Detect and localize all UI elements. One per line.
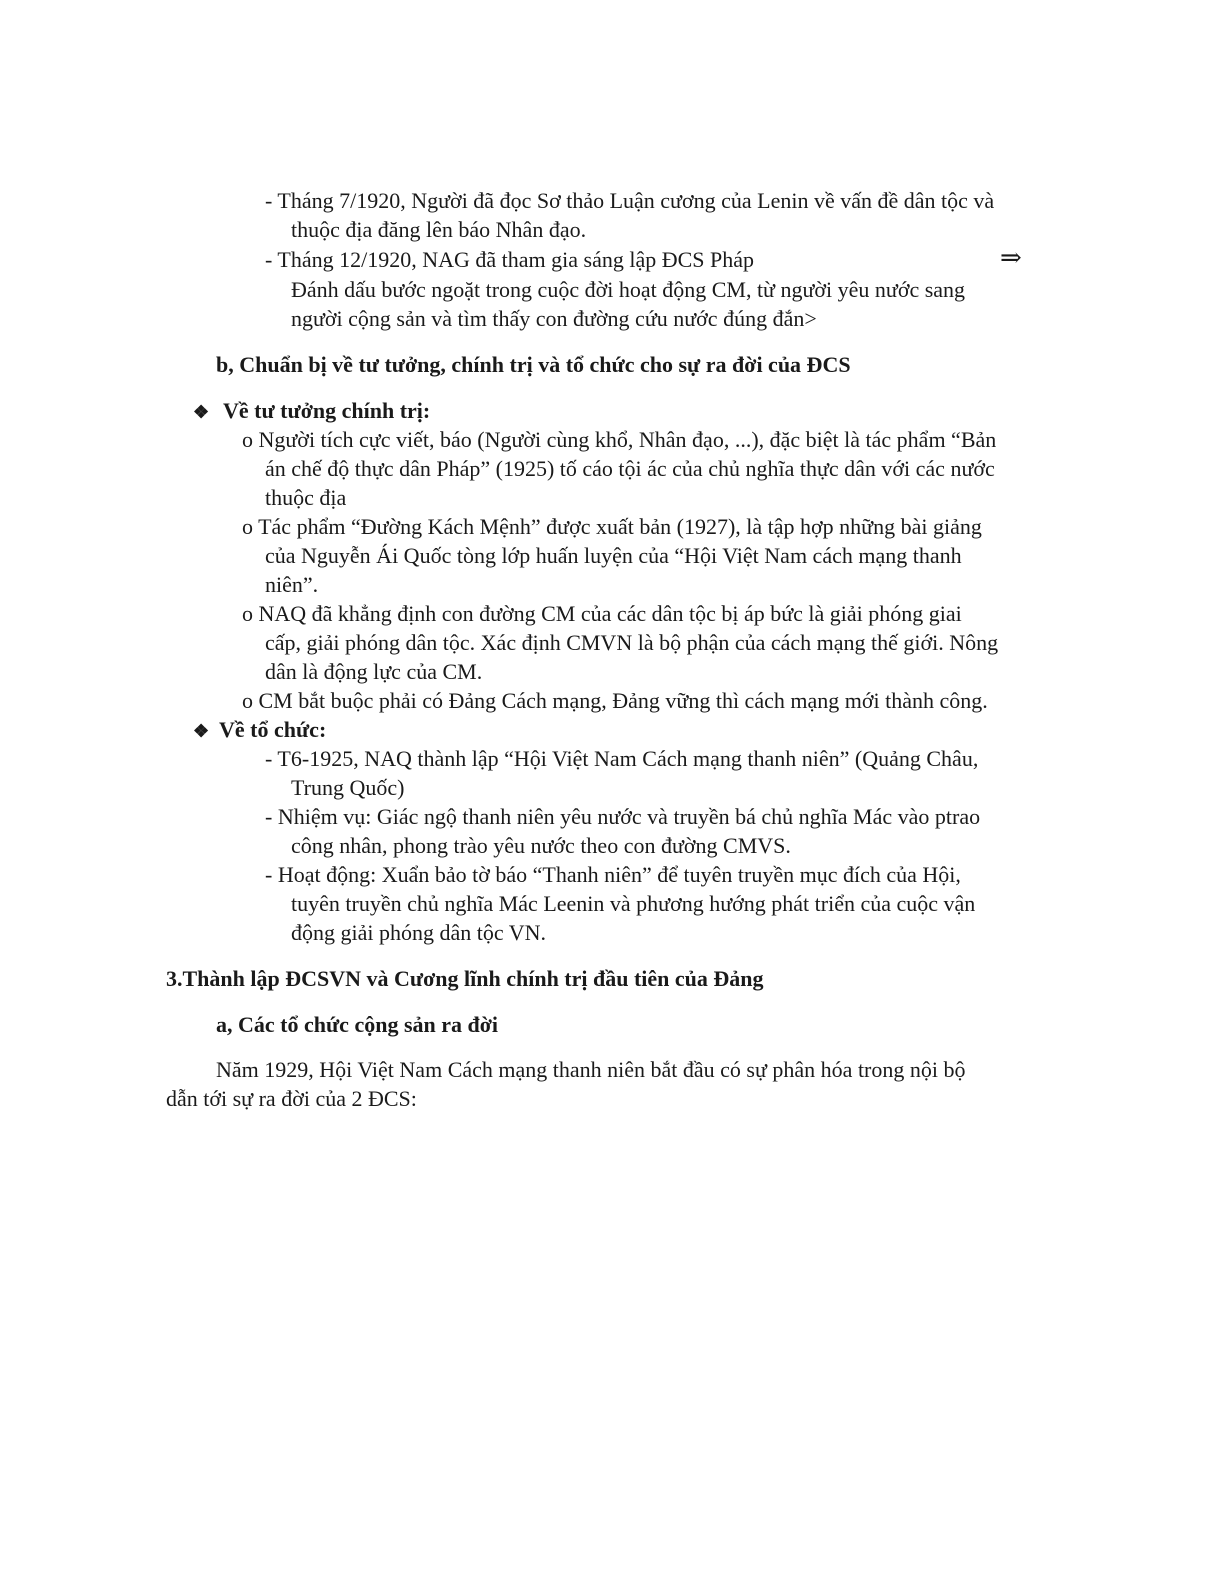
implies-arrow-icon: ⇒ (1000, 243, 1022, 272)
organization-heading (193, 715, 326, 746)
intro-bullet-1-line-2: thuộc địa đăng lên báo Nhân đạo. (291, 217, 587, 242)
organization-item-3-line-2: tuyên truyền chủ nghĩa Mác Leenin và phương hướng phát triển của cuộc vận (291, 891, 976, 916)
section-3-heading: 3.Thành lập ĐCSVN và Cương lĩnh chính trị đầu tiên của Đảng (166, 966, 764, 991)
ideology-item-1-line-3: thuộc địa (265, 485, 347, 510)
intro-bullet-2-line-3: người cộng sản và tìm thấy con đường cứu nước đúng đắn> (291, 306, 817, 331)
organization-item-1-line-2: Trung Quốc) (291, 775, 405, 800)
section-3a-subheading: a, Các tổ chức cộng sản ra đời (216, 1012, 499, 1037)
ideology-item-2-line-2: của Nguyễn Ái Quốc tòng lớp huấn luyện của “Hội Việt Nam cách mạng thanh (265, 543, 962, 568)
organization-title: Về tổ chức: (219, 717, 327, 742)
intro-bullet-1-line-1: - Tháng 7/1920, Người đã đọc Sơ thảo Luận cương của Lenin về vấn đề dân tộc và (265, 188, 995, 213)
section-3-paragraph-line-2: dẫn tới sự ra đời của 2 ĐCS: (166, 1086, 417, 1111)
ideology-item-2-line-1: o Tác phẩm “Đường Kách Mệnh” được xuất bản (1927), là tập hợp những bài giảng (242, 514, 982, 539)
intro-bullet-2-line-1: - Tháng 12/1920, NAG đã tham gia sáng lập ĐCS Pháp (265, 247, 755, 272)
organization-item-2-line-2: công nhân, phong trào yêu nước theo con đường CMVS. (291, 833, 791, 858)
organization-item-1-line-1: - T6-1925, NAQ thành lập “Hội Việt Nam Cách mạng thanh niên” (Quảng Châu, (265, 746, 979, 771)
ideology-item-4-line-1: o CM bắt buộc phải có Đảng Cách mạng, Đảng vững thì cách mạng mới thành công. (242, 688, 988, 713)
ideology-item-2-line-3: niên”. (265, 572, 319, 597)
organization-item-3-line-3: động giải phóng dân tộc VN. (291, 920, 547, 945)
organization-item-2-line-1: - Nhiệm vụ: Giác ngộ thanh niên yêu nước và truyền bá chủ nghĩa Mác vào ptrao (265, 804, 981, 829)
ideology-item-3-line-1: o NAQ đã khẳng định con đường CM của các dân tộc bị áp bức là giải phóng giai (242, 601, 962, 626)
diamond-bullet-icon: ❖ (193, 721, 210, 741)
diamond-bullet-icon: ❖ (193, 402, 210, 422)
ideology-title: Về tư tưởng chính trị: (223, 398, 431, 423)
ideology-item-3-line-3: dân là động lực của CM. (265, 659, 483, 684)
section-3-paragraph-line-1: Năm 1929, Hội Việt Nam Cách mạng thanh niên bắt đầu có sự phân hóa trong nội bộ (216, 1057, 966, 1082)
ideology-item-3-line-2: cấp, giải phóng dân tộc. Xác định CMVN là bộ phận của cách mạng thế giới. Nông (265, 630, 999, 655)
section-b-heading: b, Chuẩn bị về tư tưởng, chính trị và tổ chức cho sự ra đời của ĐCS (216, 352, 851, 377)
ideology-heading (193, 396, 430, 427)
intro-bullet-2-line-2: Đánh dấu bước ngoặt trong cuộc đời hoạt động CM, từ người yêu nước sang (291, 277, 966, 302)
ideology-item-1-line-2: án chế độ thực dân Pháp” (1925) tố cáo tội ác của chủ nghĩa thực dân với các nước (265, 456, 995, 481)
organization-item-3-line-1: - Hoạt động: Xuẩn bảo tờ báo “Thanh niên” để tuyên truyền mục đích của Hội, (265, 862, 961, 887)
ideology-item-1-line-1: o Người tích cực viết, báo (Người cùng khổ, Nhân đạo, ...), đặc biệt là tác phẩm “Bản (242, 427, 997, 452)
